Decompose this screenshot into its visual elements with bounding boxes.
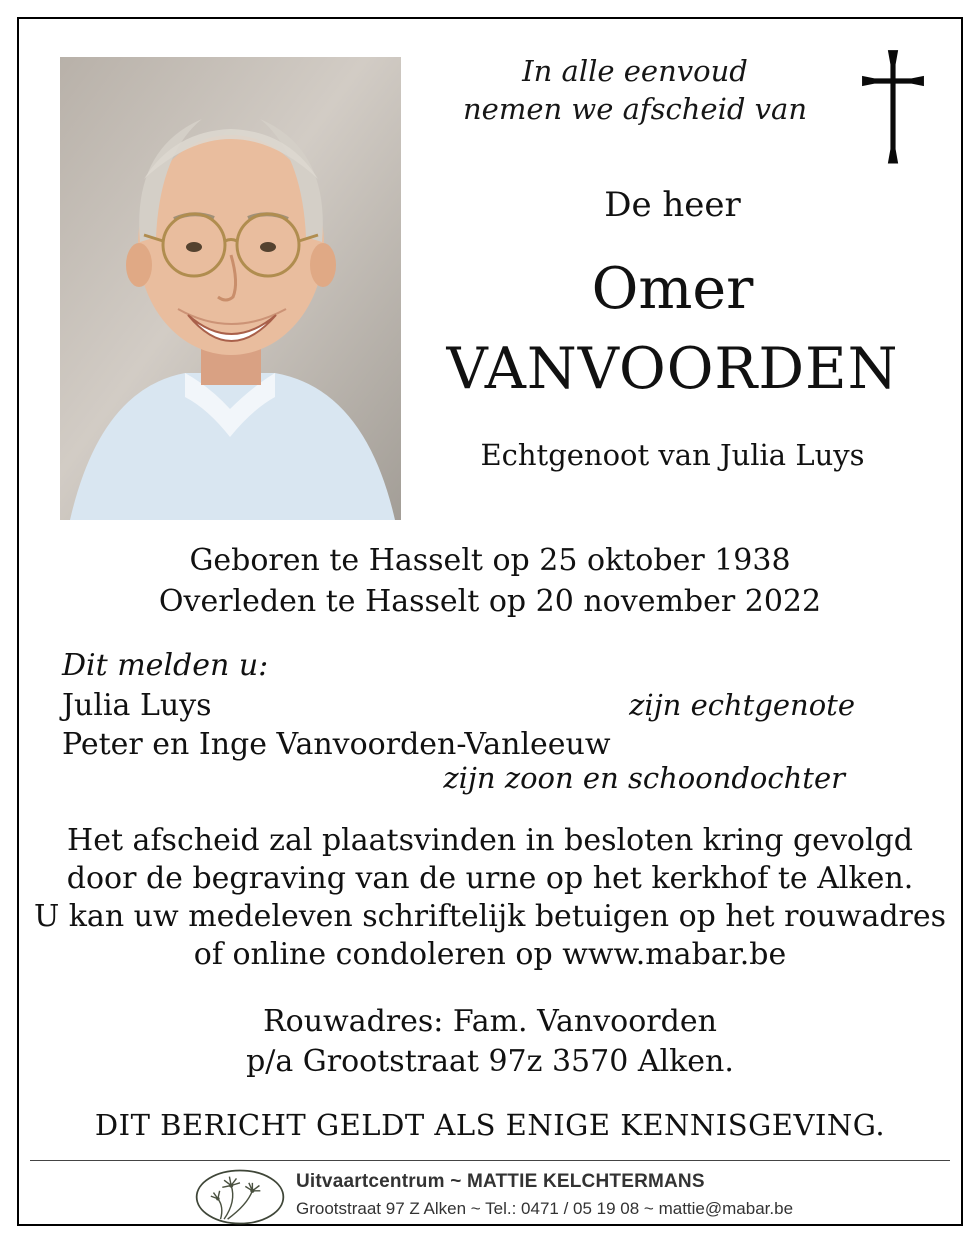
mourning-address-line-2: p/a Grootstraat 97z 3570 Alken. [246, 1044, 734, 1079]
funeral-home-details: Grootstraat 97 Z Alken ~ Tel.: 0471 / 05 19 08 ~ mattie@mabar.be [296, 1199, 794, 1218]
death-line: Overleden te Hasselt op 20 november 2022 [158, 584, 822, 619]
message-line: of online condoleren op www.mabar.be [193, 937, 787, 972]
deceased-last-name: VANVOORDEN [446, 336, 899, 402]
portrait-photo-graphic [60, 57, 401, 520]
footer-divider [30, 1160, 950, 1161]
family-member-relation: zijn zoon en schoondochter [443, 761, 845, 795]
funeral-home-name: Uitvaartcentrum ~ MATTIE KELCHTERMANS [296, 1171, 705, 1192]
final-notice: DIT BERICHT GELDT ALS ENIGE KENNISGEVING. [94, 1108, 886, 1142]
family-row [62, 688, 855, 723]
deceased-first-name: Omer [591, 256, 754, 322]
cross-icon [860, 48, 926, 164]
farewell-message [19, 822, 961, 974]
family-member-name: Julia Luys [62, 688, 212, 723]
intro-text [405, 52, 865, 128]
spouse-relation: Echtgenoot van Julia Luys [480, 438, 865, 472]
birth-line: Geboren te Hasselt op 25 oktober 1938 [189, 543, 791, 578]
message-line: door de begraving van de urne op het kerkhof te Alken. [66, 861, 914, 896]
intro-line-2: nemen we afscheid van [463, 92, 807, 126]
message-line: U kan uw medeleven schriftelijk betuigen op het rouwadres [33, 899, 947, 934]
family-member-relation: zijn echtgenote [629, 688, 855, 722]
salutation: De heer [604, 185, 741, 225]
message-line: Het afscheid zal plaatsvinden in besloten kring gevolgd [67, 823, 913, 858]
family-member-name: Peter en Inge Vanvoorden-Vanleeuw [62, 727, 611, 762]
mourning-address-line-1: Rouwadres: Fam. Vanvoorden [263, 1004, 717, 1039]
flower-logo-icon [194, 1167, 286, 1227]
funeral-home-info [296, 1171, 856, 1219]
life-dates [19, 540, 961, 622]
announcement-label: Dit melden u: [62, 648, 269, 683]
intro-line-1: In alle eenvoud [522, 54, 748, 88]
portrait-photo [60, 57, 401, 520]
mourning-address [19, 1002, 961, 1082]
